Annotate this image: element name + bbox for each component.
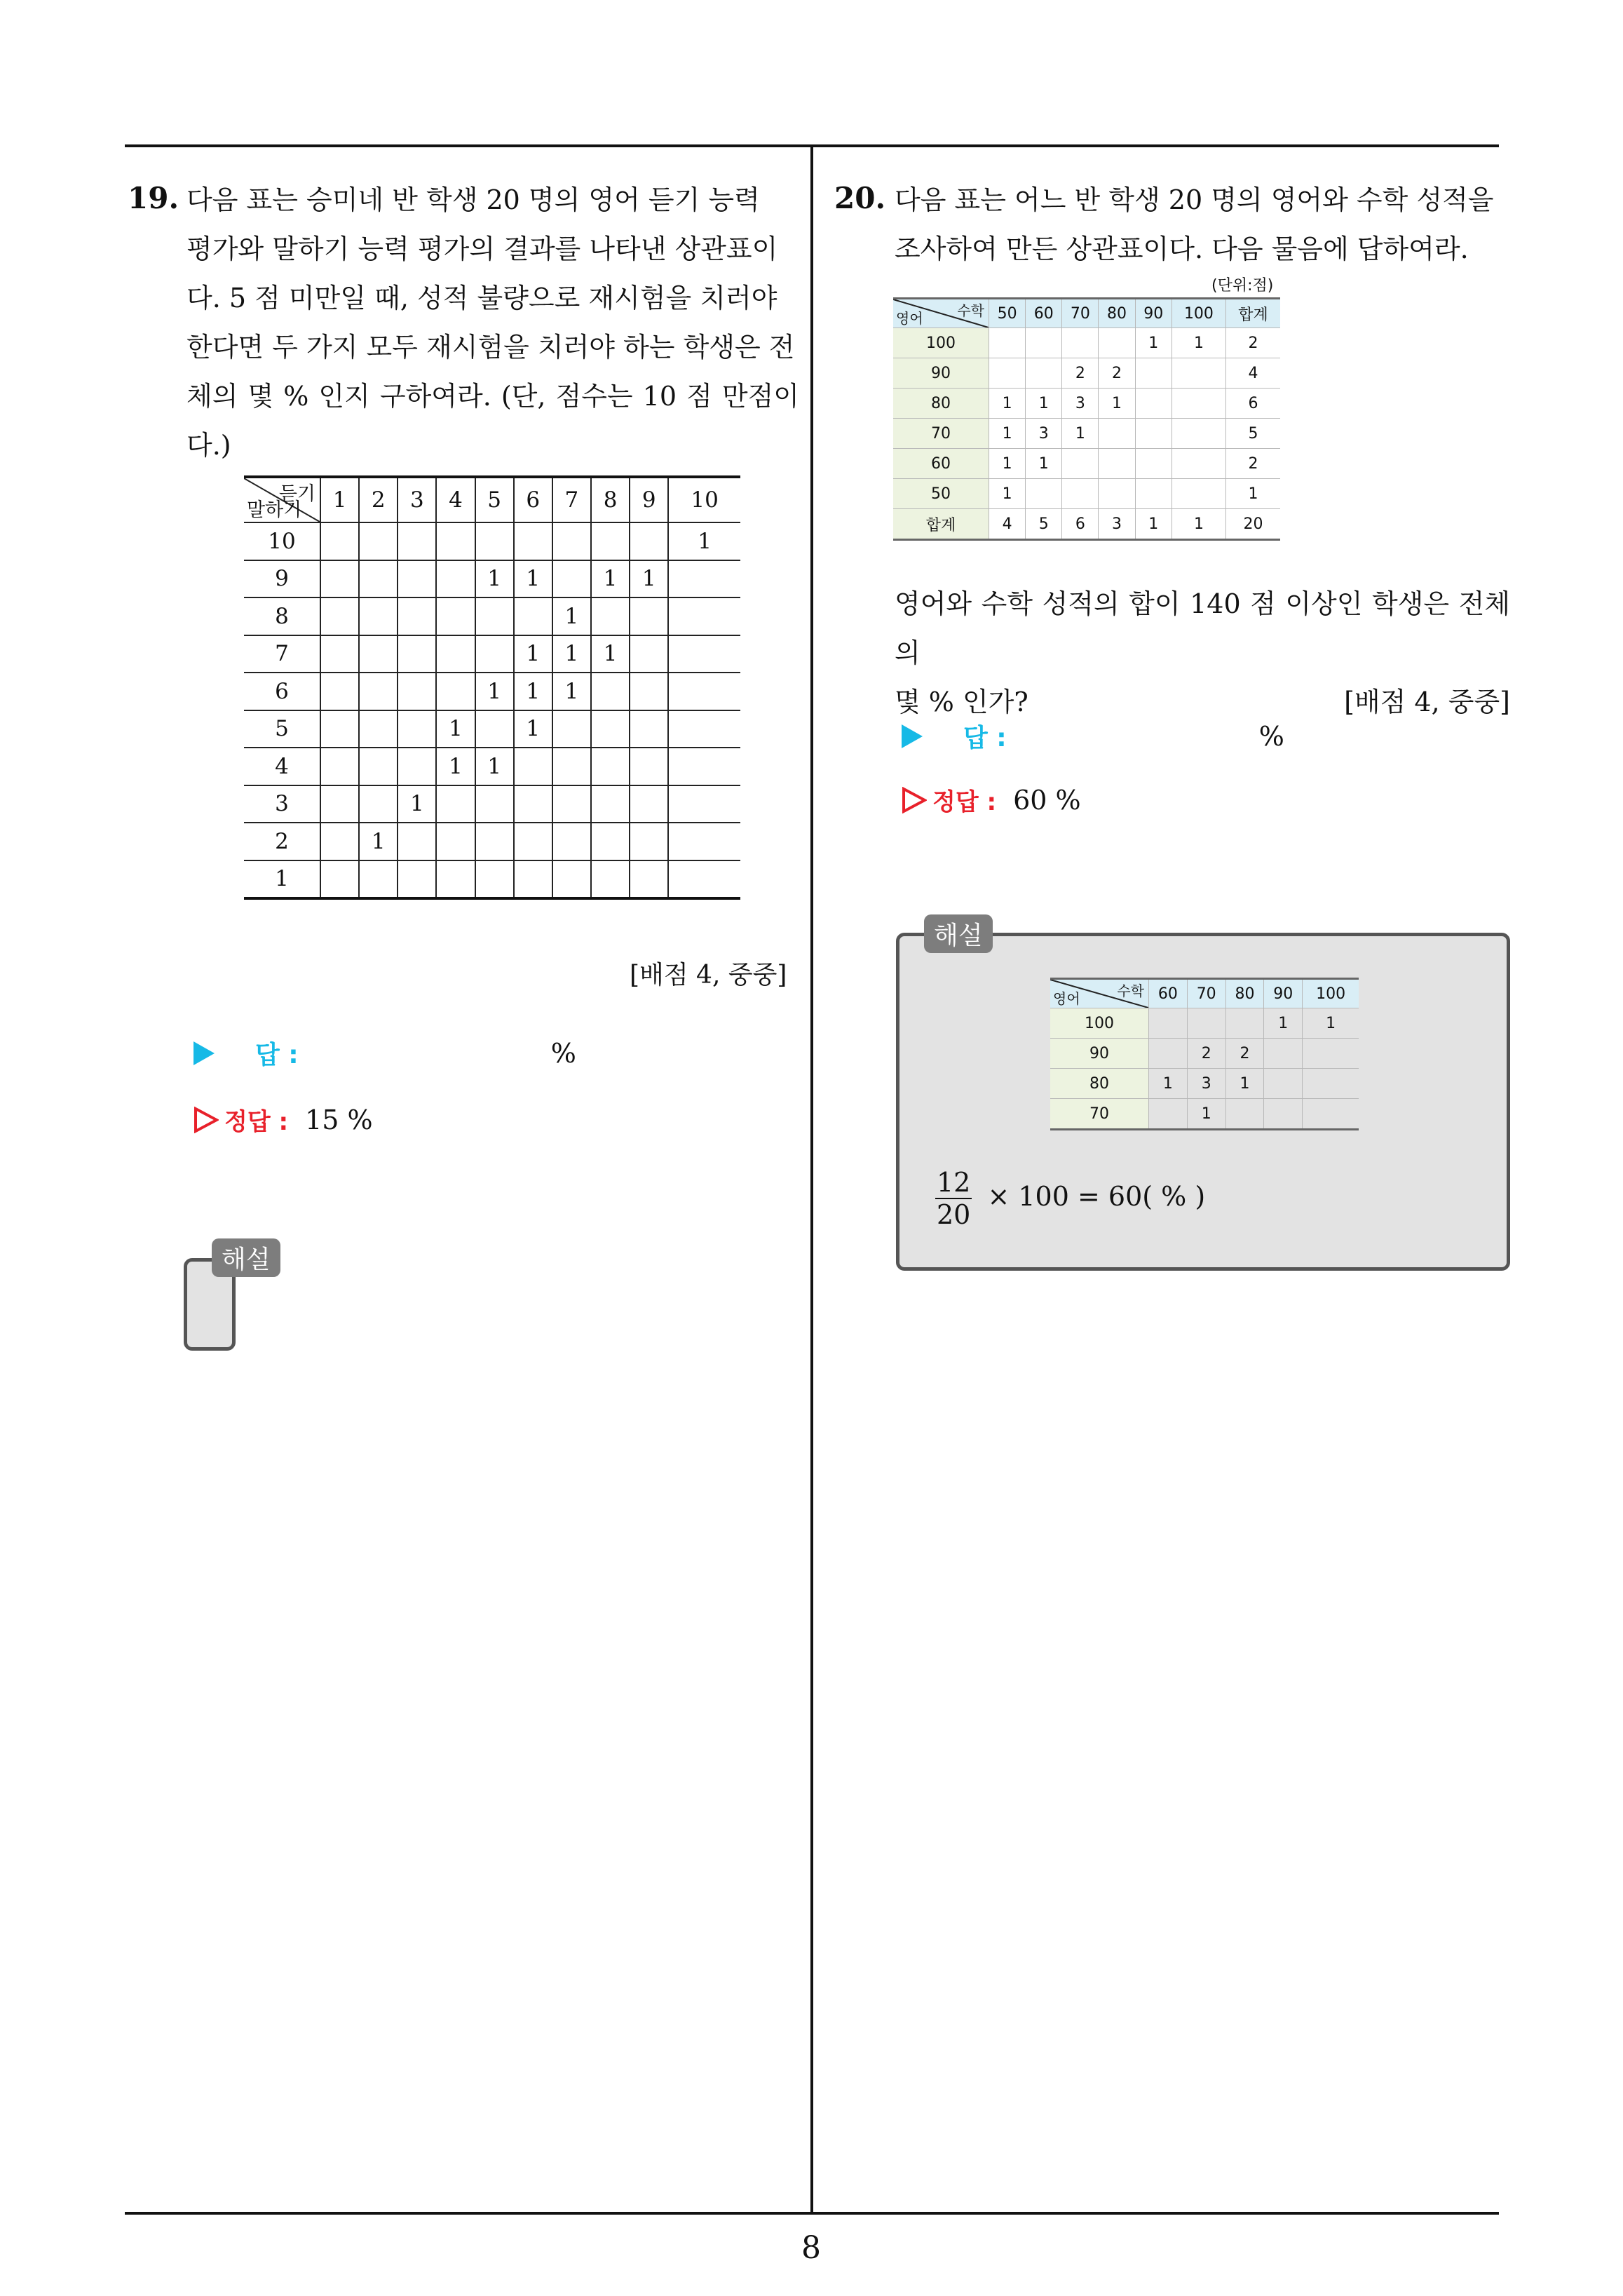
corner-column-label: 수학 (1117, 982, 1144, 999)
table-cell: 1 (552, 635, 591, 673)
table-cell (359, 748, 398, 785)
table-cell (552, 710, 591, 748)
table-cell (398, 823, 436, 860)
table-cell (436, 823, 475, 860)
correct-label: 정답 : (932, 788, 997, 816)
q19-answer-row (193, 1035, 586, 1071)
table-cell (320, 785, 359, 823)
table-cell (552, 860, 591, 899)
table-cell (475, 785, 514, 823)
table-cell (552, 522, 591, 560)
table-cell (398, 560, 436, 598)
table-cell (591, 597, 630, 635)
play-arrow-icon (193, 1041, 215, 1065)
table-cell: 2 (1226, 449, 1280, 479)
table-row (893, 479, 1280, 509)
table-cell (320, 597, 359, 635)
table-cell: 2 (1062, 358, 1099, 389)
table-cell (1135, 358, 1172, 389)
table-cell (630, 522, 668, 560)
table-row (893, 419, 1280, 449)
table-cell: 1 (552, 597, 591, 635)
table-row (1050, 1008, 1359, 1039)
table-cell: 3 (1062, 389, 1099, 419)
column-header: 60 (1026, 299, 1062, 328)
table-cell (1225, 1099, 1264, 1130)
table-cell (668, 860, 740, 899)
correct-value: 15 % (305, 1104, 373, 1135)
table-row (244, 635, 740, 673)
outline-triangle-icon (193, 1107, 219, 1133)
table-cell: 1 (1099, 389, 1135, 419)
column-header: 8 (591, 477, 630, 522)
answer-blank[interactable] (1007, 722, 1259, 750)
table-cell: 1 (591, 560, 630, 598)
table-cell (1026, 358, 1062, 389)
table-row (893, 358, 1280, 389)
table-cell (630, 823, 668, 860)
column-divider (810, 144, 813, 2213)
row-header: 70 (893, 419, 989, 449)
table-cell (552, 560, 591, 598)
table-cell: 1 (436, 748, 475, 785)
table-cell: 5 (1226, 419, 1280, 449)
table-cell (359, 673, 398, 710)
table-cell: 1 (1026, 449, 1062, 479)
table-cell: 1 (514, 635, 552, 673)
table-row (244, 860, 740, 899)
table-cell (398, 673, 436, 710)
q20-correct-row (902, 783, 1081, 817)
table-cell (359, 860, 398, 899)
column-header: 9 (630, 477, 668, 522)
header-row (893, 299, 1280, 328)
table-row (893, 449, 1280, 479)
q20-formula (935, 1167, 1205, 1230)
table-cell (989, 328, 1026, 358)
table-cell (1172, 449, 1225, 479)
answer-label: 답 : (963, 724, 1007, 752)
row-header: 90 (1050, 1039, 1149, 1069)
header-row (1050, 979, 1359, 1008)
table-cell (668, 785, 740, 823)
table-cell: 1 (1303, 1008, 1359, 1039)
table-cell: 1 (475, 673, 514, 710)
q19-correct-row (193, 1102, 373, 1137)
table-cell (514, 785, 552, 823)
table-cell: 1 (1226, 479, 1280, 509)
column-header: 50 (989, 299, 1026, 328)
table-cell (475, 860, 514, 899)
corner-row-label: 영어 (896, 310, 923, 327)
table-cell (1026, 328, 1062, 358)
table-cell (436, 635, 475, 673)
table-cell (475, 710, 514, 748)
table-cell (1172, 389, 1225, 419)
table-cell: 1 (1149, 1069, 1188, 1099)
table-cell (1303, 1069, 1359, 1099)
corner-column-label: 듣기 (278, 483, 315, 505)
table-cell: 1 (1172, 328, 1225, 358)
row-header: 9 (244, 560, 320, 598)
table-cell (630, 597, 668, 635)
table-cell (436, 597, 475, 635)
table-cell: 1 (1172, 509, 1225, 540)
table-cell (591, 823, 630, 860)
question-20-line: 다음 표는 어느 반 학생 20 명의 영어와 수학 성적을 (895, 184, 1494, 215)
table-cell (591, 860, 630, 899)
play-arrow-icon (902, 724, 923, 748)
table-cell: 1 (436, 710, 475, 748)
table-row (244, 748, 740, 785)
table-cell: 20 (1226, 509, 1280, 540)
table-cell: 6 (1226, 389, 1280, 419)
table-cell (320, 635, 359, 673)
q19-explanation-tab: 해설 (212, 1238, 280, 1277)
column-header: 3 (398, 477, 436, 522)
answer-unit: % (1258, 720, 1284, 752)
question-19-text (186, 175, 799, 470)
table-cell (668, 748, 740, 785)
table-cell: 3 (1026, 419, 1062, 449)
table-cell: 1 (1026, 389, 1062, 419)
table-cell (1225, 1008, 1264, 1039)
table-cell (552, 748, 591, 785)
question-19-line: 다. 5 점 미만일 때, 성적 불량으로 재시험을 치러야 (186, 283, 777, 313)
column-header: 5 (475, 477, 514, 522)
table-cell (398, 860, 436, 899)
table-cell (398, 748, 436, 785)
table-cell (1099, 328, 1135, 358)
corner-column-label: 수학 (957, 302, 984, 319)
question-19-line: 다음 표는 승미네 반 학생 20 명의 영어 듣기 능력 (186, 184, 760, 215)
corner-cell (1050, 979, 1149, 1008)
table-cell (1135, 479, 1172, 509)
row-header: 1 (244, 860, 320, 899)
table-cell (475, 522, 514, 560)
table-row (244, 522, 740, 560)
header-row (244, 477, 740, 522)
table-cell (1135, 389, 1172, 419)
q20-correlation-table (893, 297, 1280, 541)
numerator: 12 (937, 1167, 971, 1198)
corner-row-label: 말하기 (247, 499, 302, 521)
table-cell (630, 710, 668, 748)
table-row (1050, 1069, 1359, 1099)
table-row (244, 785, 740, 823)
table-cell (1187, 1008, 1225, 1039)
row-header: 100 (893, 328, 989, 358)
q20-question-line-end: 몇 % 인가? (895, 687, 1028, 717)
table-cell: 1 (630, 560, 668, 598)
table-cell (475, 823, 514, 860)
table-cell (630, 860, 668, 899)
table-row (893, 389, 1280, 419)
table-cell (630, 785, 668, 823)
corner-row-label: 영어 (1053, 990, 1080, 1007)
row-header: 8 (244, 597, 320, 635)
q20-question (895, 579, 1510, 727)
row-header: 70 (1050, 1099, 1149, 1130)
table-cell: 1 (552, 673, 591, 710)
table-cell (1303, 1099, 1359, 1130)
bottom-rule (125, 2212, 1499, 2215)
table-cell: 1 (989, 479, 1026, 509)
table-cell: 1 (1135, 328, 1172, 358)
page-number: 8 (801, 2230, 821, 2266)
row-header: 2 (244, 823, 320, 860)
table-cell (989, 358, 1026, 389)
table-cell: 1 (591, 635, 630, 673)
q19-score-meta: [배점 4, 중중] (630, 961, 787, 990)
table-cell: 1 (475, 748, 514, 785)
column-header: 7 (552, 477, 591, 522)
table-cell: 1 (1264, 1008, 1303, 1039)
row-header: 7 (244, 635, 320, 673)
table-cell (1149, 1039, 1188, 1069)
table-cell (359, 635, 398, 673)
correct-value: 60 % (1013, 784, 1081, 816)
table-cell (514, 860, 552, 899)
table-row (244, 597, 740, 635)
table-cell (1172, 419, 1225, 449)
table-cell (475, 635, 514, 673)
row-header: 60 (893, 449, 989, 479)
table-cell (320, 748, 359, 785)
table-cell (398, 635, 436, 673)
table-cell: 1 (514, 560, 552, 598)
table-cell (668, 560, 740, 598)
q20-answer-row (902, 718, 1294, 754)
table-cell (1264, 1039, 1303, 1069)
corner-cell (244, 477, 320, 522)
table-cell (591, 522, 630, 560)
table-cell (436, 560, 475, 598)
table-cell: 4 (989, 509, 1026, 540)
table-cell (668, 823, 740, 860)
column-header: 합계 (1226, 299, 1280, 328)
row-header: 80 (1050, 1069, 1149, 1099)
row-header: 100 (1050, 1008, 1149, 1039)
table-cell (591, 785, 630, 823)
table-cell: 2 (1187, 1039, 1225, 1069)
column-header: 70 (1062, 299, 1099, 328)
row-header: 10 (244, 522, 320, 560)
table-cell: 3 (1187, 1069, 1225, 1099)
table-cell: 1 (989, 419, 1026, 449)
table-cell (320, 522, 359, 560)
table-cell (398, 597, 436, 635)
q20-explanation-tab: 해설 (924, 914, 993, 953)
column-header: 80 (1099, 299, 1135, 328)
table-cell (436, 785, 475, 823)
question-20-number: 20. (834, 181, 886, 215)
table-cell (320, 673, 359, 710)
table-cell (668, 635, 740, 673)
row-header: 6 (244, 673, 320, 710)
answer-label: 답 : (255, 1041, 299, 1069)
table-cell: 4 (1226, 358, 1280, 389)
table-cell (591, 710, 630, 748)
table-cell: 1 (514, 673, 552, 710)
column-header: 6 (514, 477, 552, 522)
table-cell: 1 (1062, 419, 1099, 449)
table-cell (668, 673, 740, 710)
outline-triangle-icon (902, 787, 927, 813)
table-cell (398, 522, 436, 560)
table-cell: 1 (989, 449, 1026, 479)
table-cell (436, 860, 475, 899)
table-cell (1062, 328, 1099, 358)
table-row (893, 328, 1280, 358)
table-row (1050, 1099, 1359, 1130)
column-header: 80 (1225, 979, 1264, 1008)
table-cell (1264, 1099, 1303, 1130)
table-cell (1149, 1008, 1188, 1039)
column-header: 90 (1135, 299, 1172, 328)
table-cell: 5 (1026, 509, 1062, 540)
table-cell (398, 710, 436, 748)
column-header: 70 (1187, 979, 1225, 1008)
table-cell: 1 (475, 560, 514, 598)
table-cell: 2 (1226, 328, 1280, 358)
table-cell (1099, 449, 1135, 479)
question-20-line: 조사하여 만든 상관표이다. 다음 물음에 답하여라. (895, 234, 1469, 264)
table-cell (1026, 479, 1062, 509)
q20-score-meta: [배점 4, 중중] (1344, 687, 1510, 717)
table-cell: 1 (398, 785, 436, 823)
table-cell (1172, 479, 1225, 509)
table-cell: 1 (1225, 1069, 1264, 1099)
table-row (244, 823, 740, 860)
table-cell (1062, 449, 1099, 479)
row-header: 50 (893, 479, 989, 509)
table-cell (359, 785, 398, 823)
table-cell (514, 823, 552, 860)
column-header: 100 (1303, 979, 1359, 1008)
row-header: 3 (244, 785, 320, 823)
table-cell (591, 673, 630, 710)
table-row (244, 710, 740, 748)
q20-unit-note: (단위:점) (1211, 277, 1274, 295)
answer-unit: % (550, 1037, 576, 1069)
correct-label: 정답 : (224, 1108, 289, 1136)
fraction (935, 1167, 972, 1230)
row-header: 80 (893, 389, 989, 419)
table-cell (1264, 1069, 1303, 1099)
column-header: 1 (320, 477, 359, 522)
table-cell (1149, 1099, 1188, 1130)
table-cell (359, 560, 398, 598)
table-cell (475, 597, 514, 635)
table-cell (436, 673, 475, 710)
denominator: 20 (937, 1199, 971, 1230)
table-cell (436, 522, 475, 560)
table-cell: 1 (1135, 509, 1172, 540)
q20-question-line: 영어와 수학 성적의 합이 140 점 이상인 학생은 전체의 (895, 588, 1510, 668)
table-cell (1303, 1039, 1359, 1069)
table-row (893, 509, 1280, 540)
table-cell (552, 823, 591, 860)
table-cell: 2 (1225, 1039, 1264, 1069)
table-cell (320, 860, 359, 899)
table-cell (552, 785, 591, 823)
column-header: 90 (1264, 979, 1303, 1008)
question-19-line: 한다면 두 가지 모두 재시험을 치러야 하는 학생은 전 (186, 332, 795, 363)
q20-explanation-table (1050, 978, 1359, 1130)
table-row (1050, 1039, 1359, 1069)
table-cell: 1 (1187, 1099, 1225, 1130)
row-header: 합계 (893, 509, 989, 540)
table-cell (630, 748, 668, 785)
row-header: 4 (244, 748, 320, 785)
table-cell: 1 (514, 710, 552, 748)
table-cell (320, 823, 359, 860)
column-header: 100 (1172, 299, 1225, 328)
table-cell (1099, 479, 1135, 509)
table-cell (591, 748, 630, 785)
table-cell (1135, 449, 1172, 479)
corner-cell (893, 299, 989, 328)
table-cell (1172, 358, 1225, 389)
formula-rest: × 100 = 60( % ) (987, 1180, 1206, 1212)
table-cell (668, 597, 740, 635)
table-cell (668, 710, 740, 748)
column-header: 2 (359, 477, 398, 522)
answer-blank[interactable] (299, 1039, 551, 1067)
table-cell (514, 597, 552, 635)
table-cell: 1 (359, 823, 398, 860)
column-header: 60 (1149, 979, 1188, 1008)
table-cell: 3 (1099, 509, 1135, 540)
table-row (244, 560, 740, 598)
question-20-text (895, 175, 1510, 274)
table-cell (359, 597, 398, 635)
table-cell (514, 522, 552, 560)
column-header: 4 (436, 477, 475, 522)
row-header: 5 (244, 710, 320, 748)
table-cell: 1 (668, 522, 740, 560)
table-cell: 1 (989, 389, 1026, 419)
table-cell (359, 710, 398, 748)
table-cell (1062, 479, 1099, 509)
q19-correlation-table (244, 475, 740, 900)
question-19-line: 평가와 말하기 능력 평가의 결과를 나타낸 상관표이 (186, 234, 778, 264)
table-cell: 6 (1062, 509, 1099, 540)
table-cell (359, 522, 398, 560)
table-cell (320, 710, 359, 748)
row-header: 90 (893, 358, 989, 389)
question-19-number: 19. (128, 181, 179, 215)
table-row (244, 673, 740, 710)
table-cell: 2 (1099, 358, 1135, 389)
table-cell (630, 673, 668, 710)
table-cell (1099, 419, 1135, 449)
table-cell (514, 748, 552, 785)
table-cell (1135, 419, 1172, 449)
table-cell (320, 560, 359, 598)
table-cell (630, 635, 668, 673)
column-header: 10 (668, 477, 740, 522)
question-19-line: 체의 몇 % 인지 구하여라. (단, 점수는 10 점 만점이다.) (186, 381, 799, 461)
